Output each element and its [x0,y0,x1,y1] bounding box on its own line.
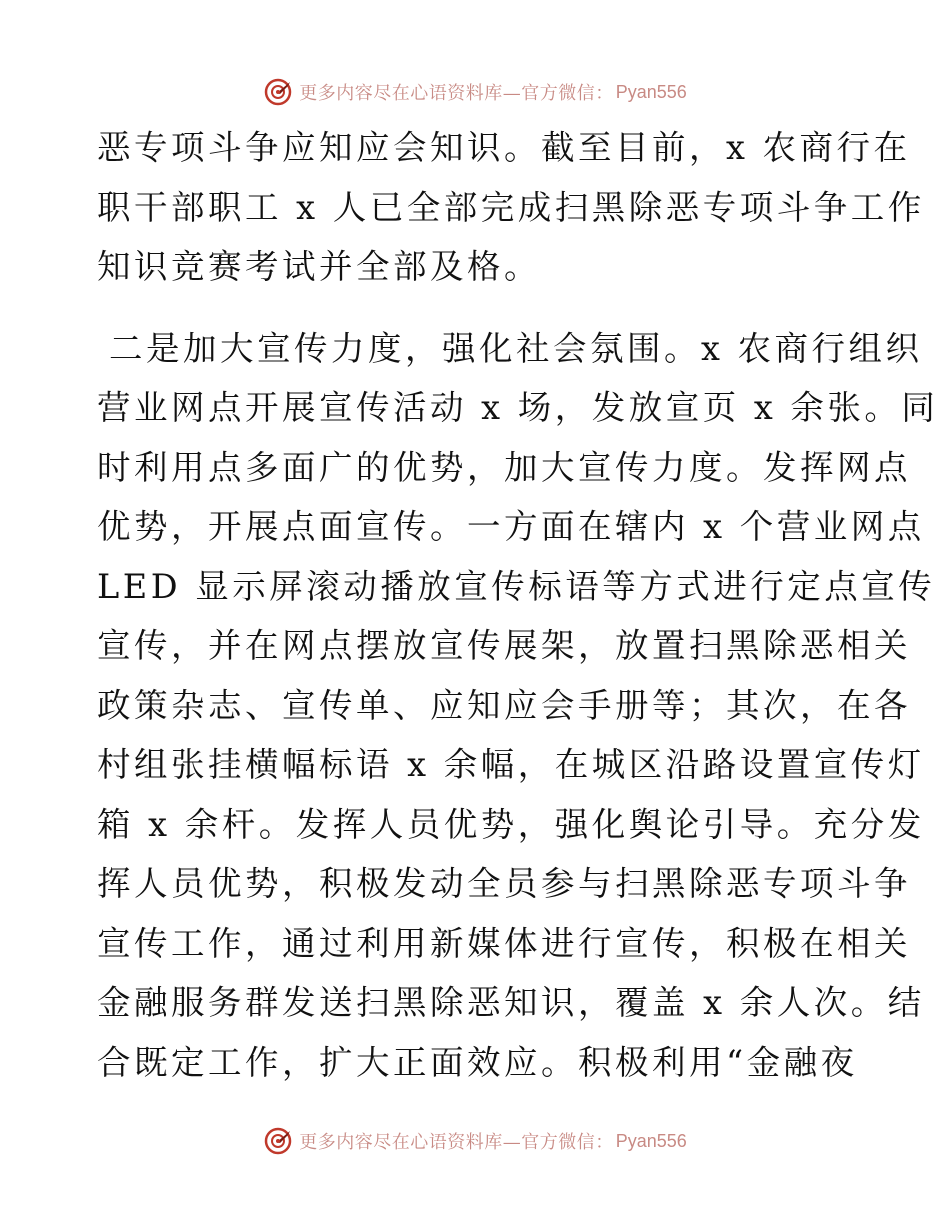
document-body [97,118,939,1092]
watermark-wechat-id: Pyan556 [615,1130,687,1151]
watermark-logo-icon [263,1126,293,1156]
footer-watermark [0,1121,950,1161]
text-line: 知识竞赛考试并全部及格。 [97,247,541,286]
text-line: 挥人员优势，积极发动全员参与扫黑除恶专项斗争 [97,864,911,903]
text-line: 宣传工作，通过利用新媒体进行宣传，积极在相关 [97,923,911,963]
watermark-wechat-id: Pyan556 [615,81,687,102]
text-line: 合既定工作，扩大正面效应。积极利用“金融夜 [97,1042,858,1082]
text-line: 箱 x 余杆。发挥人员优势，强化舆论引导。充分发 [97,804,925,844]
header-watermark [0,72,950,112]
text-line: 职干部职工 x 人已全部完成扫黑除恶专项斗争工作 [97,187,925,227]
text-line: 村组张挂横幅标语 x 余幅，在城区沿路设置宣传灯 [97,745,925,784]
text-line: 时利用点多面广的优势，加大宣传力度。发挥网点 [97,447,911,487]
text-line: 政策杂志、宣传单、应知应会手册等；其次，在各 [97,685,911,725]
text-line: 恶专项斗争应知应会知识。截至目前，x 农商行在 [97,128,911,167]
text-line: 金融服务群发送扫黑除恶知识，覆盖 x 余人次。结 [97,983,925,1022]
paragraph-2 [97,319,939,1093]
text-line: LED 显示屏滚动播放宣传标语等方式进行定点宣传 [97,566,936,606]
watermark-text: 更多内容尽在心语资料库—官方微信： [299,1132,614,1153]
watermark-logo-icon [263,77,293,107]
text-line: 宣传，并在网点摆放宣传展架，放置扫黑除恶相关 [97,626,911,665]
watermark-text: 更多内容尽在心语资料库—官方微信： [299,83,614,104]
text-line: 二是加大宣传力度，强化社会氛围。x 农商行组织 [109,328,923,368]
text-line: 营业网点开展宣传活动 x 场，发放宣页 x 余张。同 [97,388,939,427]
text-line: 优势，开展点面宣传。一方面在辖内 x 个营业网点 [97,507,925,546]
paragraph-1 [97,118,925,297]
